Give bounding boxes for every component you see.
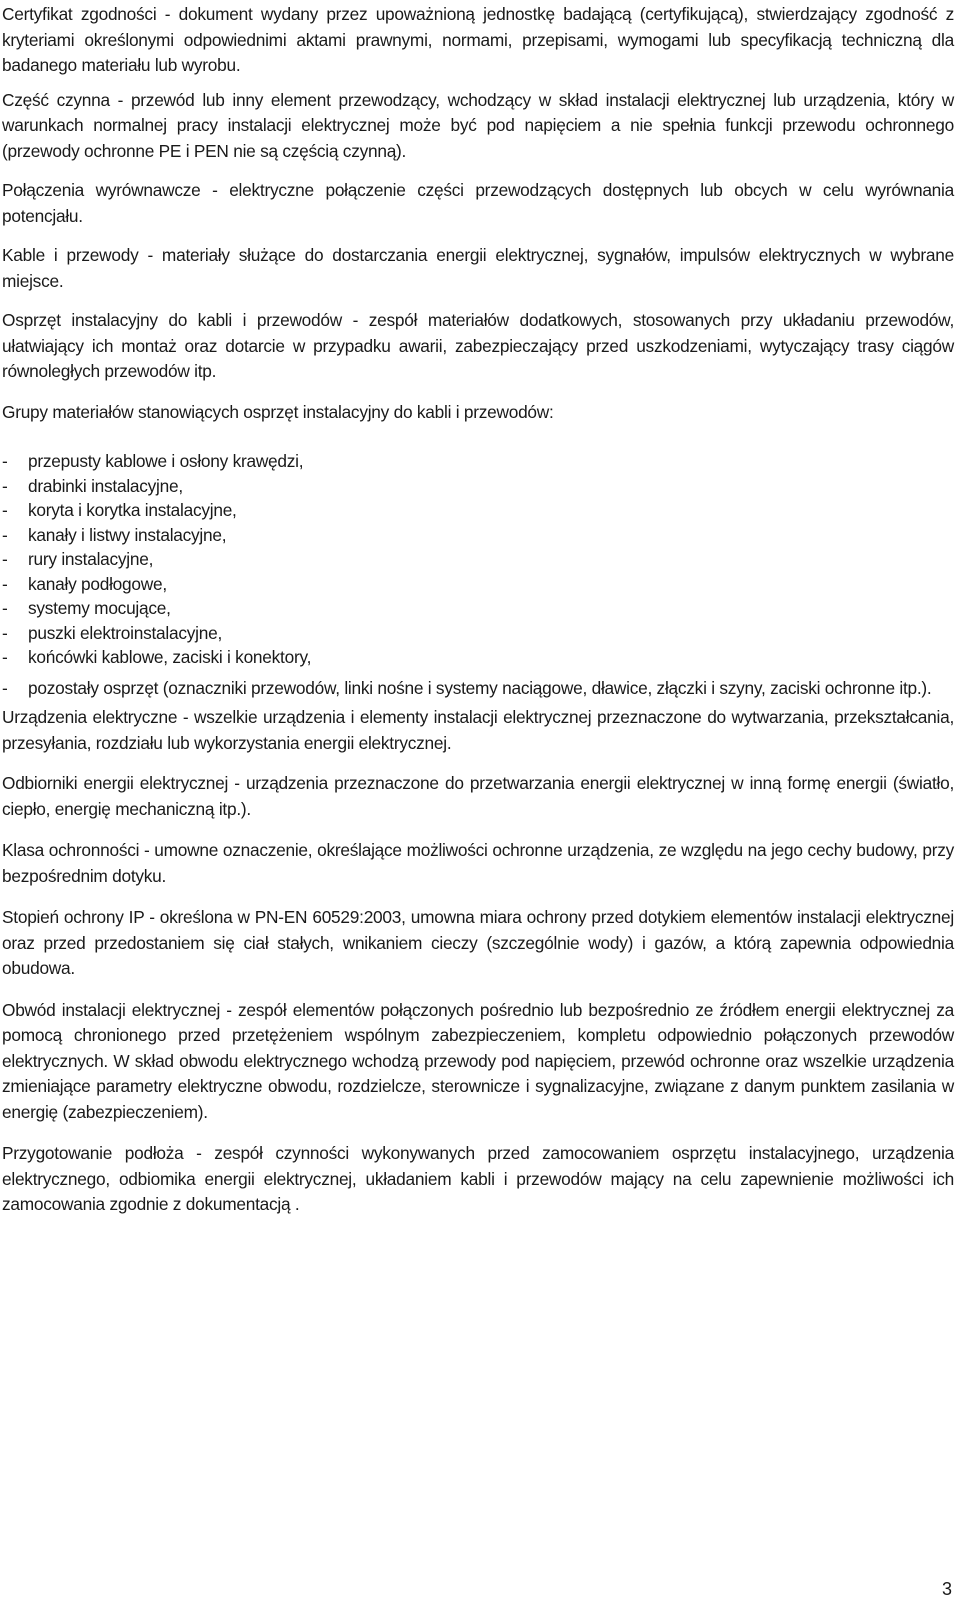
definition-czesc-czynna: Część czynna - przewód lub inny element przewodzący, wchodzący w skład instalacji elektrycznej lub urządzenia, który w warunkach normalnej pracy instalacji elektrycznej może być pod napięciem a nie spełnia funkcji przewodu ochronnego (przewody ochronne PE i PEN nie są częścią czynną).: [2, 89, 954, 161]
list-item: [2, 523, 954, 548]
page-number: 3: [941, 1579, 952, 1599]
list-dash: -: [2, 451, 8, 471]
list-item: [2, 498, 954, 523]
list-item: [2, 645, 954, 670]
list-item: [2, 621, 954, 646]
list-dash: -: [2, 677, 8, 698]
list-item: [2, 474, 954, 499]
definition-odbiorniki: Odbiorniki energii elektrycznej - urządzenia przeznaczone do przetwarzania energii elektrycznej w inną formę energii (światło, ciepło, energię mechaniczną itp.).: [2, 773, 954, 819]
list-item-text: koryta i korytka instalacyjne,: [28, 500, 237, 520]
definition-certyfikat: Certyfikat zgodności - dokument wydany przez upoważnioną jednostkę badającą (certyfikującą), stwierdzający zgodność z kryteriami określonymi odpowiednimi aktami prawnymi, normami, przepisami, wymogami lub specyfikacją techniczną dla badanego materiału lub wyrobu.: [2, 4, 954, 75]
list-dash: -: [2, 549, 8, 569]
list-dash: -: [2, 573, 8, 594]
list-item: [2, 449, 954, 474]
list-item-text: kanały i listwy instalacyjne,: [28, 524, 227, 545]
definition-stopien: Stopień ochrony IP - określona w PN-EN 60529:2003, umowna miara ochrony przed dotykiem elementów instalacji elektrycznej oraz przed przedostaniem się ciał stałych, wnikaniem cieczy (szczególnie wody) i gazów, a którą zapewnia odpowiednia obudowa.: [2, 907, 954, 978]
definition-przygotowanie: Przygotowanie podłoża - zespół czynności wykonywanych przed zamocowaniem osprzętu instalacyjnego, urządzenia elektrycznego, odbiomika energii elektrycznej, układaniem kabli i przewodów mający na celu zapewnienie możliwości ich zamocowania zgodnie z dokumentacją .: [2, 1143, 954, 1214]
definition-klasa: Klasa ochronności - umowne oznaczenie, określające możliwości ochronne urządzenia, ze względu na jego cechy budowy, przy bezpośrednim dotyku.: [2, 840, 954, 886]
list-item-text: rury instalacyjne,: [28, 549, 154, 569]
definition-polaczenia: Połączenia wyrównawcze - elektryczne połączenie części przewodzących dostępnych lub obcych w celu wyrównania potencjału.: [2, 180, 954, 226]
definition-kable: Kable i przewody - materiały służące do dostarczania energii elektrycznej, sygnałów, impulsów elektrycznych w wybrane miejsce.: [2, 245, 954, 291]
list-dash: -: [2, 622, 8, 643]
list-item-text: systemy mocujące,: [28, 598, 171, 618]
document-body: [2, 2, 954, 1218]
list-dash: -: [2, 500, 8, 520]
list-item-text: kanały podłogowe,: [28, 573, 167, 594]
accessory-groups-list: [2, 449, 954, 670]
list-item: [2, 547, 954, 572]
list-item-text: pozostały osprzęt (oznaczniki przewodów, linki nośne i systemy naciągowe, dławice, złączki i szyny, zaciski ochronne itp.).: [28, 677, 932, 698]
list-dash: -: [2, 475, 8, 496]
list-item-text: końcówki kablowe, zaciski i konektory,: [28, 647, 312, 667]
list-item-text: puszki elektroinstalacyjne,: [28, 622, 223, 643]
list-item: [2, 572, 954, 597]
list-dash: -: [2, 524, 8, 545]
list-item-last: [2, 676, 954, 702]
list-intro: Grupy materiałów stanowiących osprzęt instalacyjny do kabli i przewodów:: [2, 401, 554, 422]
definition-obwod: Obwód instalacji elektrycznej - zespół elementów połączonych pośrednio lub bezpośrednio ze źródłem energii elektrycznej za pomocą chronionego przed przetężeniem wspólnym zabezpieczeniem, kompletu odpowiednio połączonych przewodów elektrycznych. W skład obwodu elektrycznego wchodzą przewody pod napięciem, przewód ochronne oraz wszelkie urządzenia zmieniające parametry elektryczne obwodu, rozdzielcze, sterownicze i sygnalizacyjne, związane z danym punktem zasilania w energię (zabezpieczeniem).: [2, 999, 954, 1122]
list-item: [2, 596, 954, 621]
definition-urzadzenia: Urządzenia elektryczne - wszelkie urządzenia i elementy instalacji elektrycznej przeznaczone do wytwarzania, przekształcania, przesyłania, rozdziału lub wykorzystania energii elektrycznej.: [2, 707, 954, 753]
list-dash: -: [2, 647, 8, 667]
list-item-text: drabinki instalacyjne,: [28, 475, 183, 496]
definition-osprzet: Osprzęt instalacyjny do kabli i przewodów - zespół materiałów dodatkowych, stosowanych przy układaniu przewodów, ułatwiający ich montaż oraz dotarcie w przypadku awarii, zabezpieczający przed uszkodzeniami, wytyczający trasy ciągów równoległych przewodów itp.: [2, 310, 954, 381]
list-dash: -: [2, 598, 8, 618]
list-item-text: przepusty kablowe i osłony krawędzi,: [28, 451, 304, 471]
